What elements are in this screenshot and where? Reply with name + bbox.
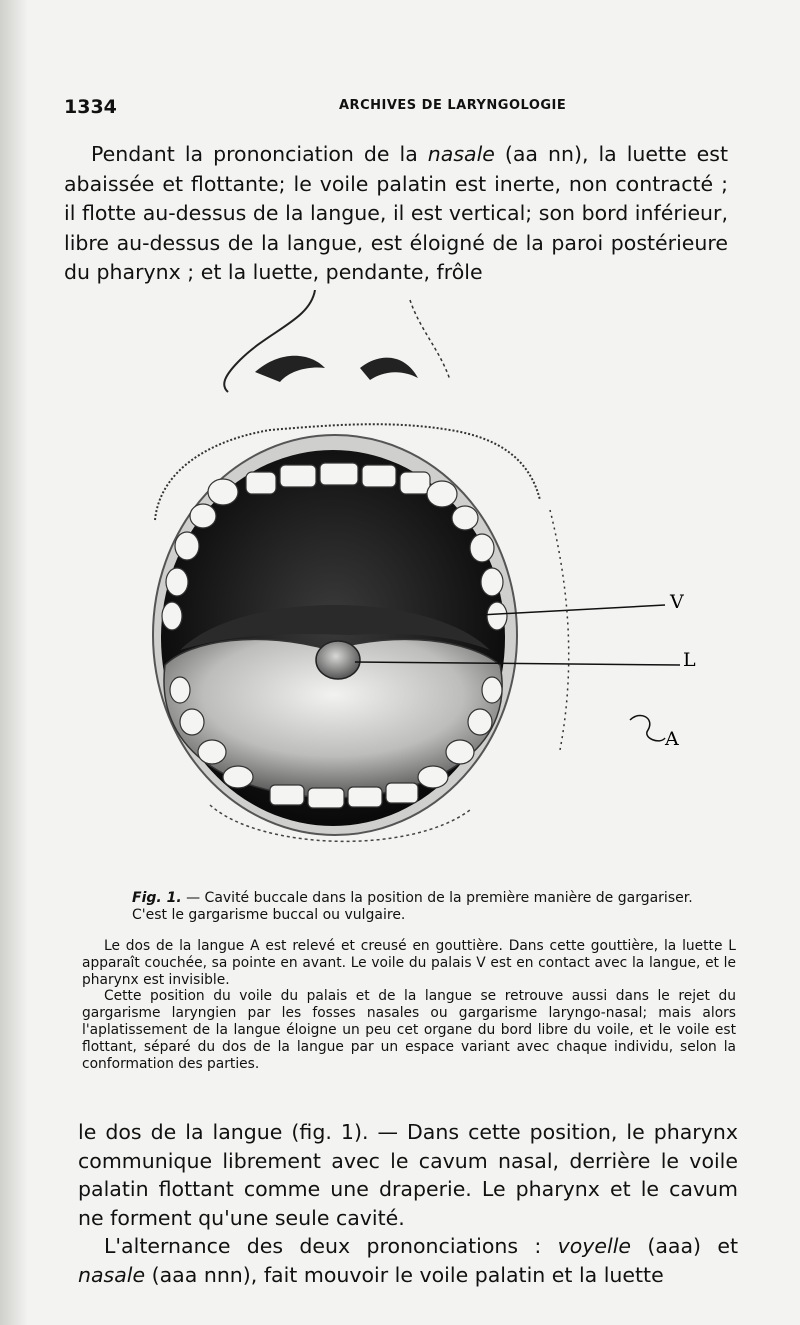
paragraph-bottom-2-text-1: L'alternance des deux prononciations :	[104, 1234, 558, 1258]
running-header	[64, 96, 734, 120]
figure-caption-text: — Cavité buccale dans la position de la première manière de gargariser. C'est le gargarisme buccal ou vulgaire.	[132, 890, 693, 923]
right-nostril	[360, 358, 418, 380]
paragraph-bottom-2-text-3: (aaa nnn), fait mouvoir le voile palatin et la luette	[145, 1262, 664, 1287]
figure-caption-body	[82, 938, 736, 1072]
caption-paragraph-1: Le dos de la langue A est relevé et creusé en gouttière. Dans cette gouttière, la luette L apparaît couchée, sa pointe en avant. Le voile du palais V est en contact avec la langue, et le pharynx est invisible.	[82, 938, 736, 988]
label-l: L	[683, 649, 696, 671]
figure-caption	[132, 890, 732, 924]
mouth-drawing	[120, 290, 700, 880]
paragraph-bottom-1: le dos de la langue (fig. 1). — Dans cette position, le pharynx communique librement avec le cavum nasal, derrière le voile palatin flottant comme une draperie. Le pharynx et le cavum ne forment qu'une seule cavité.	[78, 1120, 738, 1230]
page-gutter-shadow	[0, 0, 28, 1325]
uvula	[316, 641, 360, 679]
paragraph-bottom-2-text-2: (aaa) et	[631, 1234, 738, 1258]
paragraph-bottom-2-emphasis-2: nasale	[78, 1262, 146, 1287]
paragraph-top-emphasis: nasale	[427, 142, 495, 166]
page-number: 1334	[64, 96, 117, 118]
cheek-contour	[550, 510, 569, 750]
label-v: V	[670, 591, 684, 613]
paragraph-bottom-2	[78, 1232, 738, 1289]
paragraph-top-text-2: (aa nn), la luette est abaissée et flottante; le voile palatin est inerte, non contracté ; il flotte au-dessus de la langue, il est vertical; son bord inférieur, libre au-dessus de la langue, est éloigné de la paroi postérieure du pharynx ; et la luette, pendante, frôle	[64, 142, 728, 284]
left-nostril	[255, 356, 325, 382]
paragraph-bottom	[78, 1118, 738, 1289]
figure-label: Fig. 1.	[132, 890, 182, 906]
caption-paragraph-2: Cette position du voile du palais et de la langue se retrouve aussi dans le rejet du gargarisme laryngien par les fosses nasales ou gargarisme laryngo-nasal; mais alors l'aplatissement de la langue éloigne un peu cet organe du bord libre du voile, et le voile est flottant, séparé du dos de la langue par un espace variant avec chaque individu, selon la conformation des parties.	[82, 988, 736, 1072]
label-a: A	[665, 728, 679, 750]
paragraph-top	[64, 140, 728, 288]
leader-line-a	[630, 715, 665, 740]
paragraph-bottom-2-emphasis-1: voyelle	[557, 1234, 632, 1258]
running-title: ARCHIVES DE LARYNGOLOGIE	[339, 98, 567, 113]
nose-bridge	[410, 300, 450, 380]
figure-mouth-illustration	[120, 290, 700, 880]
paragraph-top-text-1: Pendant la prononciation de la	[91, 142, 428, 166]
